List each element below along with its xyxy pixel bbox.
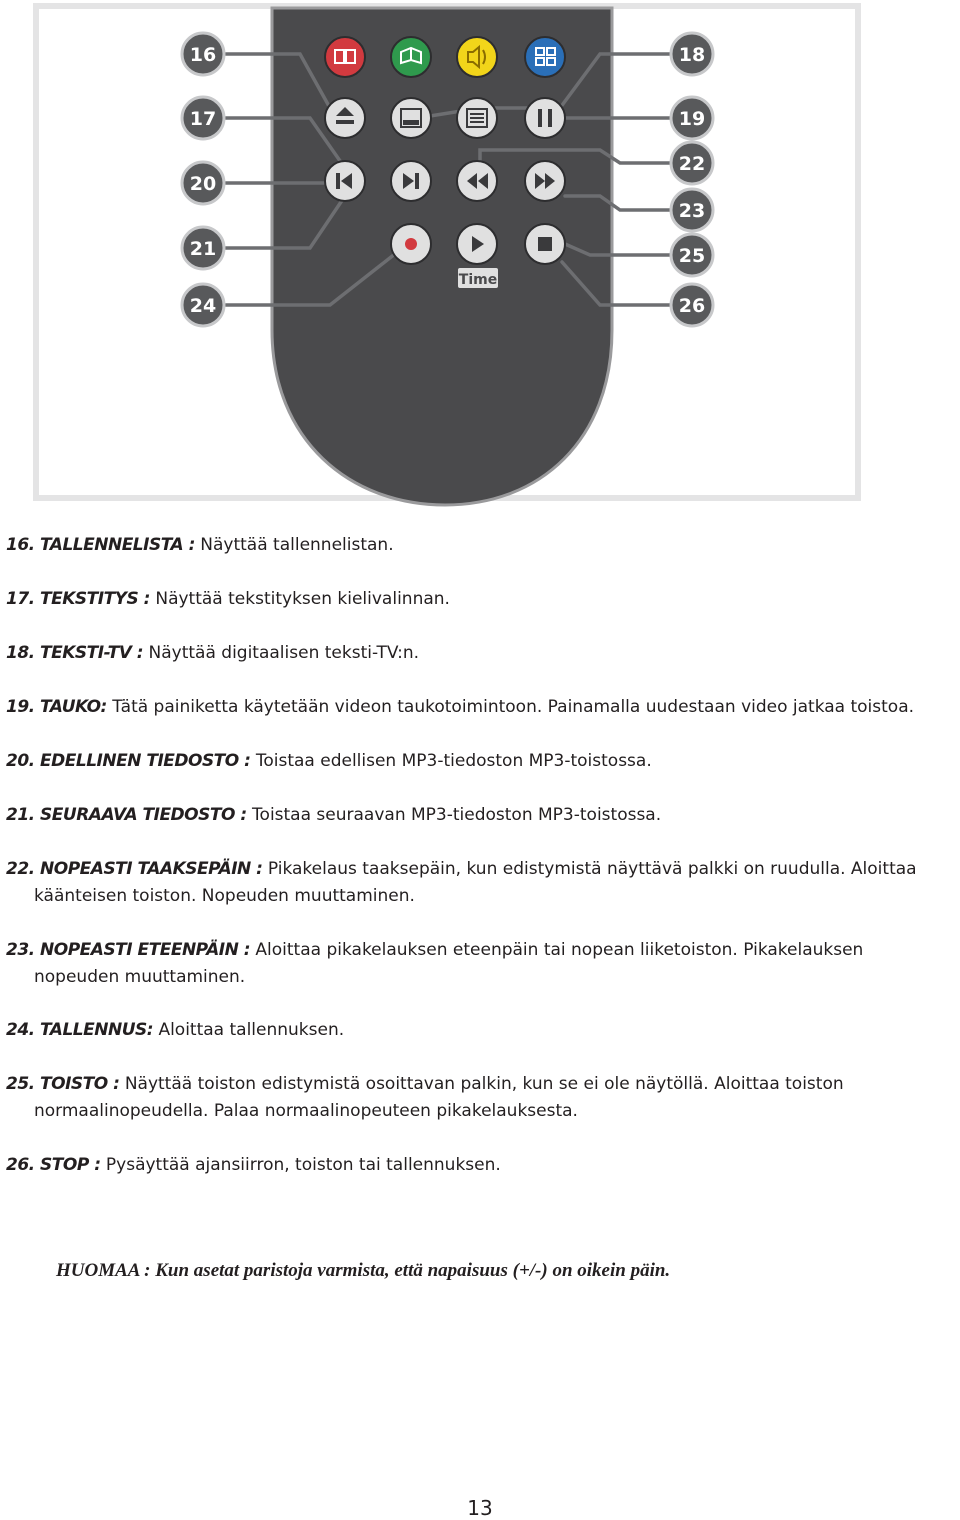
teletext-button[interactable]	[457, 98, 497, 138]
list-item: 19. TAUKO: Tätä painiketta käytetään videon taukotoimintoon. Painamalla uudestaan video jatkaa toistoa.	[6, 697, 915, 717]
callout-23: 23	[678, 200, 706, 222]
rewind-button[interactable]	[457, 161, 497, 201]
time-label: Time	[458, 272, 498, 288]
play-button[interactable]	[457, 224, 497, 264]
record-button[interactable]	[391, 224, 431, 264]
callout-17: 17	[189, 108, 217, 130]
callout-18: 18	[678, 44, 706, 66]
tekstitys-green-button[interactable]	[391, 37, 431, 77]
yellow-audio-button[interactable]	[457, 37, 497, 77]
callout-16: 16	[189, 44, 217, 66]
list-item: 17. TEKSTITYS : Näyttää tekstityksen kielivalinnan.	[6, 589, 450, 609]
stop-icon	[538, 237, 552, 251]
pause-button[interactable]	[525, 98, 565, 138]
callout-25: 25	[678, 245, 706, 267]
eject-button[interactable]	[325, 98, 365, 138]
list-item: 25. TOISTO : Näyttää toiston edistymistä osoittavan palkin, kun se ei ole näytöllä. Aloittaa toiston normaalinopeudella. Palaa normaalinopeuteen pikakelauksesta.	[6, 1074, 844, 1121]
fast-forward-button[interactable]	[525, 161, 565, 201]
page-number: 13	[467, 1496, 493, 1520]
remote-control-figure	[0, 0, 960, 510]
callout-20: 20	[189, 173, 217, 195]
list-item: 16. TALLENNELISTA : Näyttää tallennelistan.	[6, 535, 394, 555]
time-button[interactable]	[458, 268, 498, 288]
callout-21: 21	[189, 238, 217, 260]
callout-22: 22	[678, 153, 706, 175]
tallennelista-button[interactable]	[325, 37, 365, 77]
list-item: 26. STOP : Pysäyttää ajansiirron, toiston tai tallennuksen.	[6, 1155, 501, 1175]
list-item: 21. SEURAAVA TIEDOSTO : Toistaa seuraavan MP3-tiedoston MP3-toistossa.	[6, 805, 662, 825]
record-icon	[405, 238, 417, 250]
next-file-button[interactable]	[391, 161, 431, 201]
list-item: 20. EDELLINEN TIEDOSTO : Toistaa edellisen MP3-tiedoston MP3-toistossa.	[6, 751, 652, 771]
list-item: 23. NOPEASTI ETEENPÄIN : Aloittaa pikakelauksen eteenpäin tai nopean liiketoiston. Pikakelauksen nopeuden muuttaminen.	[6, 940, 864, 987]
list-item: 22. NOPEASTI TAAKSEPÄIN : Pikakelaus taaksepäin, kun edistymistä näyttävä palkki on ruudulla. Aloittaa käänteisen toiston. Nopeuden muuttaminen.	[6, 859, 917, 906]
callout-26: 26	[678, 295, 706, 317]
list-item: 18. TEKSTI-TV : Näyttää digitaalisen teksti-TV:n.	[6, 643, 420, 663]
previous-file-button[interactable]	[325, 161, 365, 201]
callout-24: 24	[189, 295, 217, 317]
battery-note: HUOMAA : Kun asetat paristoja varmista, että napaisuus (+/-) on oikein päin.	[56, 1260, 671, 1281]
subtitle-button[interactable]	[391, 98, 431, 138]
list-item: 24. TALLENNUS: Aloittaa tallennuksen.	[6, 1020, 345, 1040]
callout-19: 19	[678, 108, 706, 130]
teksti-tv-button[interactable]	[525, 37, 565, 77]
stop-button[interactable]	[525, 224, 565, 264]
